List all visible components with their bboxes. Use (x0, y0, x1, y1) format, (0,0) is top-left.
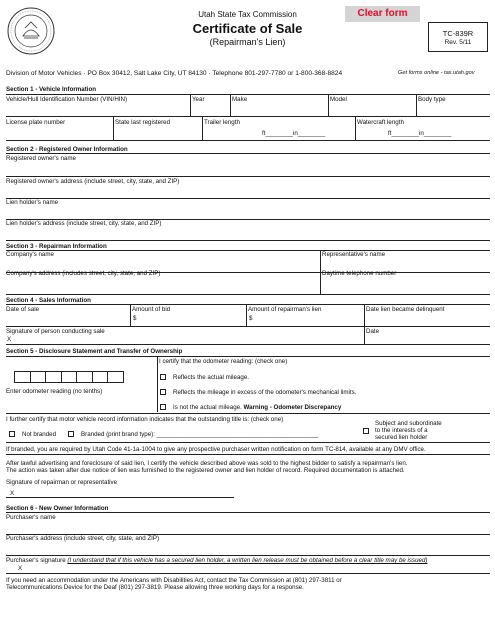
branded-checkbox[interactable] (68, 431, 74, 437)
subject-to-lien-label: Subject and subordinate to the interests of a secured lien holder (375, 420, 442, 441)
plate-label: License plate number (6, 119, 66, 126)
forms-online: Get forms online - tax.utah.gov (398, 70, 475, 76)
lien-amount-field[interactable] (256, 313, 362, 325)
owner-name-label: Registered owner's name (6, 155, 76, 162)
not-branded-label: Not branded (22, 431, 57, 438)
seller-signature-x: X (7, 336, 12, 343)
section1-heading: Section 1 - Vehicle Information (6, 86, 97, 93)
repairman-signature-x: X (10, 490, 15, 497)
ada-notice-line2: Telecommunications Device for the Deaf (801) 297-3819. Please allowing three working days for a response. (6, 584, 304, 591)
odometer-reading-label: Enter odometer reading (no tenths) (6, 388, 103, 395)
watercraft-length-field[interactable]: ft________in________ (388, 130, 452, 137)
owner-address-label: Registered owner's address (include street, city, state, and ZIP) (6, 178, 180, 185)
actual-mileage-checkbox[interactable] (160, 374, 166, 380)
form-title: Certificate of Sale (192, 21, 303, 36)
excess-mileage-label: Reflects the mileage in excess of the odometer's mechanical limits. (173, 389, 357, 396)
not-branded-checkbox[interactable] (9, 431, 15, 437)
form-number-box (428, 22, 488, 52)
form-revision: Rev. 5/11 (444, 39, 472, 46)
owner-name-field[interactable] (6, 162, 490, 175)
repairman-signature-label: Signature of repairman or representative (6, 479, 118, 486)
seller-signature-field[interactable] (14, 334, 360, 344)
sale-date-label: Date (366, 328, 380, 335)
make-field[interactable] (232, 103, 326, 115)
trailer-length-field[interactable]: ft________in________ (262, 130, 326, 137)
lien-dollar-sign: $ (249, 315, 253, 322)
excess-mileage-checkbox[interactable] (160, 389, 166, 395)
repairman-signature-field[interactable] (18, 487, 218, 497)
section5-heading: Section 5 - Disclosure Statement and Transfer of Ownership (6, 348, 183, 355)
year-label: Year (192, 96, 205, 103)
trailer-length-label: Trailer length (204, 119, 240, 126)
lien-release-note: (I understand that if this vehicle has a secured lien holder, a written lien release must be obtained before a clear title may be issued) (67, 557, 428, 564)
subject-to-lien-checkbox[interactable] (363, 428, 369, 434)
state-registered-field[interactable] (115, 126, 199, 140)
amount-of-bid-label: Amount of bid (132, 306, 171, 313)
form-number: TC-839R (442, 29, 474, 38)
model-field[interactable] (330, 103, 414, 115)
make-label: Make (232, 96, 248, 103)
not-actual-mileage-checkbox[interactable] (160, 404, 166, 410)
odometer-warning: Warning - Odometer Discrepancy (243, 404, 342, 411)
clear-form-button[interactable]: Clear form (345, 6, 420, 22)
section4-heading: Section 4 - Sales Information (6, 297, 91, 304)
actual-mileage-label: Reflects the actual mileage. (173, 374, 250, 381)
daytime-phone-label: Daytime telephone number (322, 270, 397, 277)
date-of-sale-field[interactable] (6, 313, 128, 325)
watercraft-length-label: Watercraft length (357, 119, 404, 126)
vin-label: Vehicle/Hull Identification Number (VIN/HIN) (6, 96, 128, 103)
not-actual-text: Is not the actual mileage. (173, 404, 242, 411)
date-of-sale-label: Date of sale (6, 306, 40, 313)
notice-statement: The action was taken after due notice of lien was furnished to the registered owner and lien holder of record. Required documentation is attached. (6, 467, 405, 474)
lien-holder-address-field[interactable] (6, 227, 490, 239)
company-address-label: Company's address (includes street, city, state, and ZIP) (6, 270, 161, 277)
amount-of-bid-field[interactable] (140, 313, 244, 325)
sale-date-field[interactable] (366, 334, 488, 344)
company-name-label: Company's name (6, 251, 54, 258)
if-branded-notice: If branded, you are required by Utah Code 41-1a-1004 to give any prospective purchaser written notification on form TC-814, available at any DMV office. (6, 446, 426, 453)
owner-address-field[interactable] (6, 185, 490, 197)
year-field[interactable] (192, 103, 228, 115)
body-type-label: Body type (418, 96, 446, 103)
agency-name: Utah State Tax Commission (198, 10, 297, 19)
lien-holder-address-label: Lien holder's address (include street, city, state, and ZIP) (6, 220, 162, 227)
vin-field[interactable] (6, 103, 190, 115)
certify-title-text: I further certify that motor vehicle record information indicates that the outstanding title is: (check one) (6, 416, 284, 423)
daytime-phone-field[interactable] (322, 278, 488, 293)
lien-amount-label: Amount of repairman's lien (248, 306, 322, 313)
foreclosure-statement: After lawful advertising and foreclosure of said lien, I certify the vehicle described above was sold to the highest bidder to satisfy a repairman's lien. (6, 460, 408, 467)
lien-holder-field[interactable] (6, 206, 490, 218)
ada-notice-line1: If you need an accommodation under the Americans with Disabilities Act, contact the Tax Commission at (801) 297-3811 or (6, 577, 342, 584)
form-subtitle: (Repairman's Lien) (209, 37, 286, 47)
company-address-field[interactable] (6, 278, 318, 293)
representative-name-label: Representative's name (322, 251, 386, 258)
section3-heading: Section 3 - Repairman Information (6, 243, 107, 250)
section6-heading: Section 6 - New Owner Information (6, 505, 109, 512)
lien-holder-label: Lien holder's name (6, 199, 59, 206)
purchaser-signature-field[interactable] (26, 563, 486, 573)
delinquent-date-label: Date lien became delinquent (366, 306, 445, 313)
plate-field[interactable] (6, 126, 110, 140)
purchaser-name-field[interactable] (6, 521, 490, 533)
bid-dollar-sign: $ (133, 315, 137, 322)
state-registered-label: State last registered (115, 119, 171, 126)
brand-type-field[interactable]: _______________________________________________ (156, 431, 319, 438)
division-line: Division of Motor Vehicles · PO Box 30412, Salt Lake City, UT 84130 · Telephone 801-297-7780 or 1-800-368-8824 (6, 70, 343, 77)
purchaser-signature-label: Purchaser's signature (I understand that if this vehicle has a secured lien holder, a written lien release must be obtained before a clear title may be issued) (6, 557, 428, 564)
model-label: Model (330, 96, 347, 103)
certify-odometer-text: I certify that the odometer reading: (check one) (159, 358, 288, 365)
body-type-field[interactable] (418, 103, 488, 115)
section2-heading: Section 2 - Registered Owner Information (6, 146, 128, 153)
branded-label: Branded (print brand type): _______________________________________________ (81, 431, 319, 438)
delinquent-date-field[interactable] (366, 313, 488, 325)
not-actual-mileage-label (173, 404, 341, 411)
purchaser-signature-x: X (18, 565, 23, 572)
purchaser-name-label: Purchaser's name (6, 514, 56, 521)
seller-signature-label: Signature of person conducting sale (6, 328, 105, 335)
purchaser-address-label: Purchaser's address (include street, city, state, and ZIP) (6, 535, 160, 542)
odometer-reading-field[interactable] (14, 371, 124, 383)
purchaser-address-field[interactable] (6, 542, 490, 554)
